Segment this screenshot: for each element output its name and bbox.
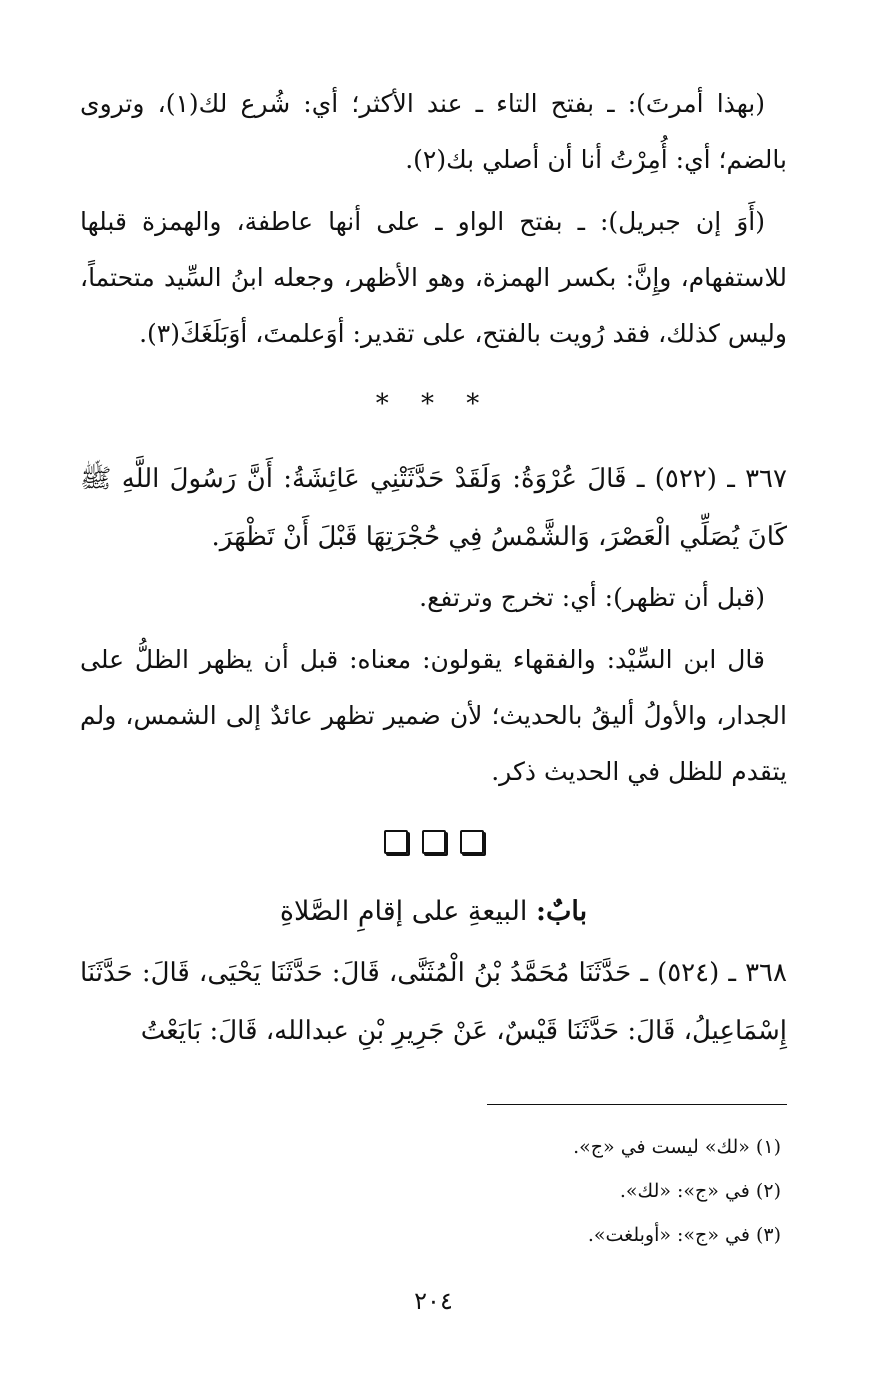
commentary-before-appears-text: (قبل أن تظهر): أي: تخرج وترتفع. <box>419 583 765 612</box>
box-ornament <box>422 830 446 854</box>
footnote-1: (١) «لك» ليست في «ج». <box>573 1136 781 1158</box>
hadith-367: ٣٦٧ ـ (٥٢٢) ـ قَالَ عُرْوَةُ: وَلَقَدْ حَدَّثَتْنِي عَائِشَةُ: أَنَّ رَسُولَ اللَّهِ ﷺ كَانَ يُصَلِّي الْعَصْرَ، وَالشَّمْسُ فِي حُجْرَتِهَا قَبْلَ أَنْ تَظْهَرَ. <box>80 464 787 552</box>
chapter-title: البيعةِ على إقامِ الصَّلاةِ <box>279 896 528 927</box>
paragraph-amarta <box>80 76 787 188</box>
boxes-separator <box>80 830 787 856</box>
stars-separator: * * * <box>375 389 492 419</box>
commentary-ibn-sid <box>80 632 787 800</box>
box-ornament <box>460 830 484 854</box>
paragraph-jibril <box>80 194 787 362</box>
commentary-before-appears <box>80 570 787 626</box>
paragraph-jibril-text: (أَوَ إن جبريل): ـ بفتح الواو ـ على أنها عاطفة، والهمزة قبلها للاستفهام، وإِنَّ: بكسر الهمزة، وهو الأظهر، وجعله ابنُ السِّيد متحتماً، وليس كذلك، فقد رُويت بالفتح، على تقدير: أوَعلمتَ، أوَبَلَغَكَ(٣). <box>80 207 787 348</box>
footnote-3: (٣) في «ج»: «أوبلغت». <box>587 1224 781 1246</box>
book-page <box>80 76 787 1376</box>
footnote-divider <box>487 1104 787 1105</box>
paragraph-amarta-text: (بهذا أمرتَ): ـ بفتح التاء ـ عند الأكثر؛ أي: شُرع لك(١)، وتروى بالضم؛ أي: أُمِرْتُ أنا أن أصلي بك(٢). <box>80 89 787 174</box>
box-ornament <box>384 830 408 854</box>
hadith-368: ٣٦٨ ـ (٥٢٤) ـ حَدَّثَنَا مُحَمَّدُ بْنُ الْمُثَنَّى، قَالَ: حَدَّثَنَا يَحْيَى، قَالَ: حَدَّثَنَا إِسْمَاعِيلُ، قَالَ: حَدَّثَنَا قَيْسٌ، عَنْ جَرِيرِ بْنِ عبدالله، قَالَ: بَايَعْتُ <box>80 958 787 1046</box>
commentary-ibn-sid-text: قال ابن السِّيْد: والفقهاء يقولون: معناه: قبل أن يظهر الظلُّ على الجدار، والأولُ أليقُ بالحديث؛ لأن ضمير تظهر عائدٌ إلى الشمس، ولم يتقدم للظل في الحديث ذكر. <box>80 645 787 786</box>
page-number: ٢٠٤ <box>414 1287 453 1315</box>
chapter-heading <box>80 886 787 938</box>
chapter-label: بابٌ: <box>536 896 588 927</box>
footnote-2: (٢) في «ج»: «لك». <box>619 1180 781 1202</box>
